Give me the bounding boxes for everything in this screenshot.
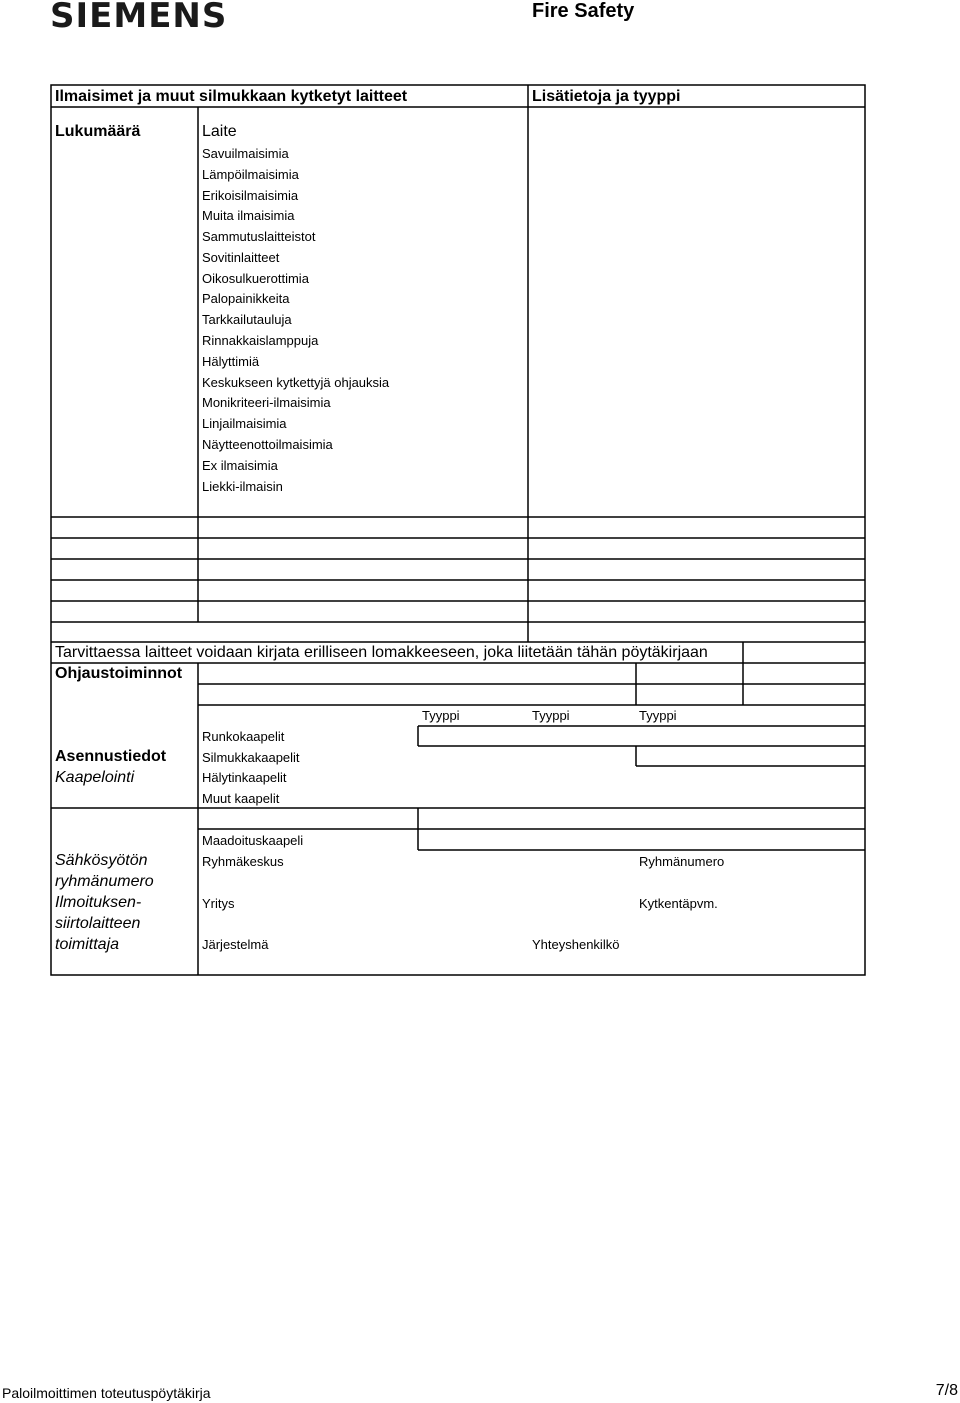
device-item: Liekki-ilmaisin	[202, 479, 283, 494]
device-item: Palopainikkeita	[202, 291, 290, 306]
cable-item: Maadoituskaapeli	[202, 833, 304, 848]
form-outer-border	[51, 85, 865, 975]
device-item: Linjailmaisimia	[202, 416, 287, 431]
cable-item: Silmukkakaapelit	[202, 750, 300, 765]
company-label: Yritys	[202, 896, 235, 911]
contact-person-label: Yhteyshenkilkö	[532, 937, 620, 952]
device-item: Oikosulkuerottimia	[202, 271, 309, 286]
footer-document-name: Paloilmoittimen toteutuspöytäkirja	[2, 1385, 211, 1401]
count-column-label: Lukumäärä	[55, 123, 141, 140]
device-item: Hälyttimiä	[202, 354, 260, 369]
document-title: Fire Safety	[532, 0, 635, 22]
cable-item: Muut kaapelit	[202, 791, 280, 806]
detectors-heading: Ilmaisimet ja muut silmukkaan kytketyt laitteet	[55, 88, 408, 105]
device-item: Monikriteeri-ilmaisimia	[202, 395, 331, 410]
device-column-label: Laite	[202, 123, 237, 140]
separate-form-note: Tarvittaessa laitteet voidaan kirjata erilliseen lomakkeeseen, joka liitetään tähän pöytäkirjaan	[55, 644, 708, 661]
controls-label: Ohjaustoiminnot	[55, 665, 183, 682]
power-label-line2: ryhmänumero	[55, 873, 154, 890]
footer-page-number: 7/8	[935, 1382, 958, 1399]
device-item: Muita ilmaisimia	[202, 208, 295, 223]
type-header: Tyyppi	[532, 708, 570, 723]
cable-item: Runkokaapelit	[202, 729, 285, 744]
transmission-label-line3: toimittaja	[55, 936, 120, 953]
device-item: Näytteenottoilmaisimia	[202, 437, 333, 452]
device-item: Ex ilmaisimia	[202, 458, 278, 473]
type-header: Tyyppi	[639, 708, 677, 723]
extra-info-heading: Lisätietoja ja tyyppi	[532, 88, 681, 105]
transmission-label-line2: siirtolaitteen	[55, 915, 141, 932]
device-item: Erikoisilmaisimia	[202, 188, 299, 203]
device-item: Tarkkailutauluja	[202, 312, 292, 327]
device-item: Lämpöilmaisimia	[202, 167, 299, 182]
power-label-line1: Sähkösyötön	[55, 852, 148, 869]
system-label: Järjestelmä	[202, 937, 269, 952]
siemens-logo: SIEMENS	[50, 0, 228, 36]
device-item: Keskukseen kytkettyjä ohjauksia	[202, 375, 390, 390]
device-item: Rinnakkaislamppuja	[202, 333, 319, 348]
cabling-label: Kaapelointi	[55, 769, 135, 786]
device-item: Sovitinlaitteet	[202, 250, 280, 265]
connection-date-label: Kytkentäpvm.	[639, 896, 718, 911]
device-item: Sammutuslaitteistot	[202, 229, 316, 244]
installation-label: Asennustiedot	[55, 748, 167, 765]
group-center-label: Ryhmäkeskus	[202, 854, 284, 869]
device-item: Savuilmaisimia	[202, 146, 289, 161]
group-number-label: Ryhmänumero	[639, 854, 725, 869]
type-header: Tyyppi	[422, 708, 460, 723]
transmission-label-line1: Ilmoituksen-	[55, 894, 142, 911]
cable-item: Hälytinkaapelit	[202, 770, 287, 785]
